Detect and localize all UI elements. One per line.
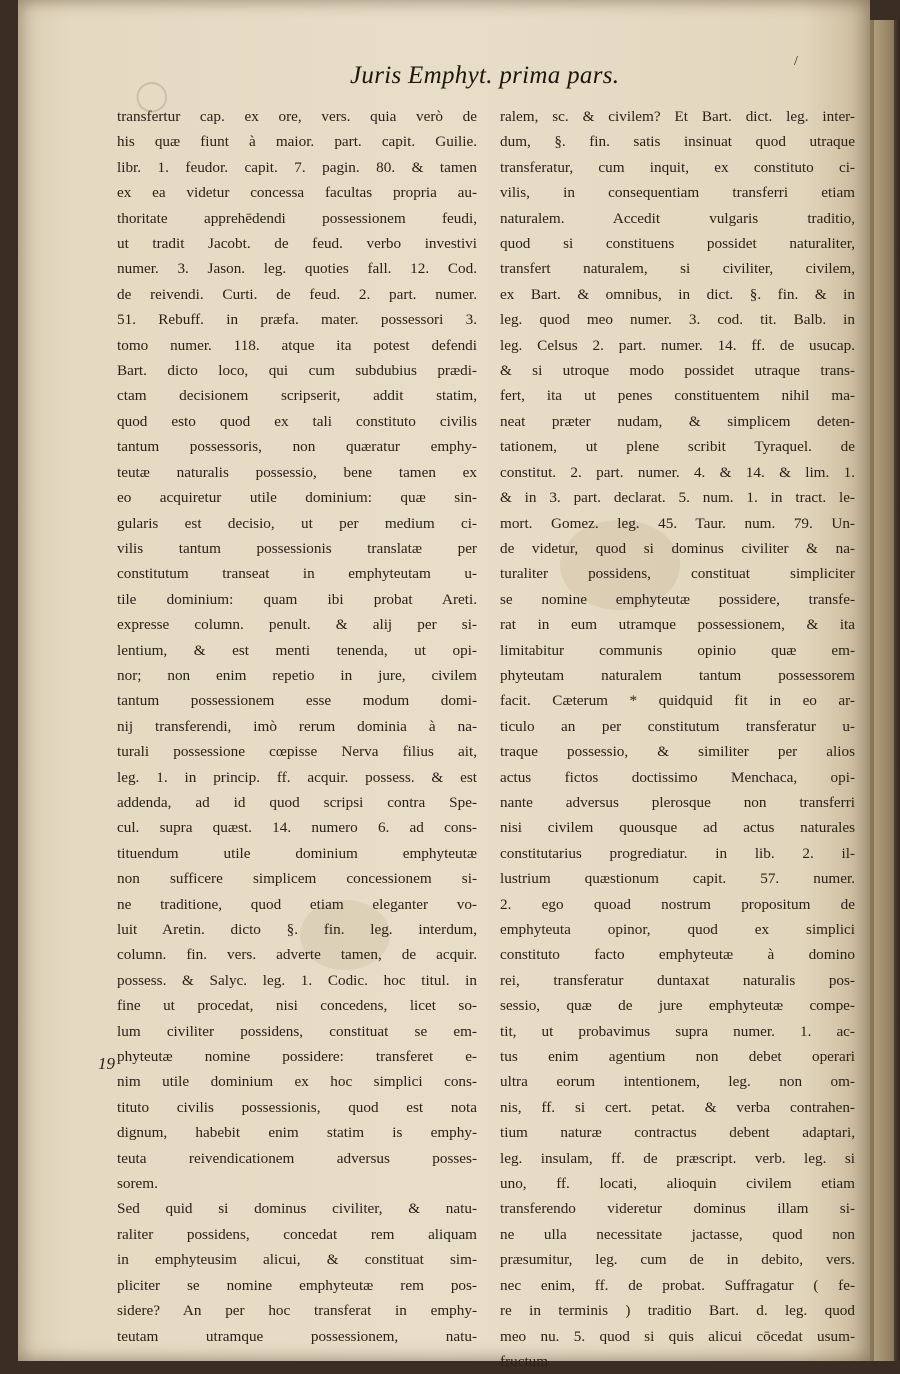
text-line: meo nu. 5. quod si quis alicui cōcedat usum- <box>500 1327 855 1345</box>
text-line: his quæ fiunt à maior. part. capit. Guilie. <box>117 133 477 151</box>
text-line: expresse column. penult. & alij per si- <box>117 616 477 634</box>
text-line: constitutarius progrediatur. in lib. 2. il- <box>500 844 855 862</box>
text-line: libr. 1. feudor. capit. 7. pagin. 80. & tamen <box>117 158 477 176</box>
text-line: leg. 1. in princip. ff. acquir. possess. & est <box>117 768 477 786</box>
text-line: fine ut procedat, nisi concedens, licet so- <box>117 997 477 1015</box>
running-head: Juris Emphyt. prima pars. <box>350 62 620 89</box>
text-line: nim utile dominium ex hoc simplici cons- <box>117 1073 477 1091</box>
right-text-column <box>500 104 855 1374</box>
text-line: phyteutam naturalem tantum possessorem <box>500 666 855 684</box>
text-line: quod si constituens possidet naturaliter, <box>500 235 855 253</box>
text-line: tantum possessoris, non quæratur emphy- <box>117 438 477 456</box>
text-line: mort. Gomez. leg. 45. Taur. num. 79. Un- <box>500 514 855 532</box>
text-line: sessio, quæ de jure emphyteutæ compe- <box>500 997 855 1015</box>
text-line: de reivendi. Curti. de feud. 2. part. numer. <box>117 285 477 303</box>
text-line: vilis tantum possessionis translatæ per <box>117 539 477 557</box>
text-line: uno, ff. locati, alioquin civilem etiam <box>500 1175 855 1193</box>
text-line: rei, transferatur duntaxat naturalis pos- <box>500 971 855 989</box>
text-line: gularis est decisio, ut per medium ci- <box>117 514 477 532</box>
text-line: tus enim agentium non debet operari <box>500 1048 855 1066</box>
text-line: nis, ff. si cert. petat. & verba contrahen- <box>500 1098 855 1116</box>
text-line: 51. Rebuff. in præfa. mater. possessori 3. <box>117 311 477 329</box>
text-line: neat præter nudam, & simplicem deten- <box>500 412 855 430</box>
text-line: dignum, habebit enim statim is emphy- <box>117 1124 477 1142</box>
text-line: constitut. 2. part. numer. 4. & 14. & lim. 1. <box>500 463 855 481</box>
text-line: raliter possidens, concedat rem aliquam <box>117 1225 477 1243</box>
text-line: rat in eum utramque possessionem, & ita <box>500 616 855 634</box>
text-line: actus fictos doctissimo Menchaca, opi- <box>500 768 855 786</box>
text-line: sidere? An per hoc transferat in emphy- <box>117 1302 477 1320</box>
text-line: leg. Celsus 2. part. numer. 14. ff. de usucap. <box>500 336 855 354</box>
text-line: ultra eorum intentionem, leg. non om- <box>500 1073 855 1091</box>
bleed-through-page-number: ◯ <box>135 79 169 112</box>
text-line: limitabitur communis opinio quæ em- <box>500 641 855 659</box>
text-line: de videtur, quod si dominus civiliter & na- <box>500 539 855 557</box>
text-line: leg. quod meo numer. 3. cod. tit. Balb. in <box>500 311 855 329</box>
left-text-column <box>117 104 477 1349</box>
text-line: traque possessio, & similiter per alios <box>500 743 855 761</box>
text-line: turaliter possidens, constituat simpliciter <box>500 565 855 583</box>
text-line: column. fin. vers. adverte tamen, de acquir. <box>117 946 477 964</box>
text-line: tium naturæ contractus debent adaptari, <box>500 1124 855 1142</box>
text-line: possess. & Salyc. leg. 1. Codic. hoc titul. in <box>117 971 477 989</box>
text-line: fructum <box>500 1352 549 1370</box>
text-line: fert, ita ut penes constituentem nihil ma- <box>500 387 855 405</box>
text-line: constituto facto emphyteutæ à domino <box>500 946 855 964</box>
text-line: nisi civilem quousque ad actus naturales <box>500 819 855 837</box>
text-line: tituto civilis possessionis, quod est nota <box>117 1098 477 1116</box>
text-line: Sed quid si dominus civiliter, & natu- <box>117 1200 477 1218</box>
text-line: cul. supra quæst. 14. numero 6. ad cons- <box>117 819 477 837</box>
text-line: 2. ego quoad nostrum propositum de <box>500 895 855 913</box>
text-line: turali possessione cœpisse Nerva filius ait, <box>117 743 477 761</box>
text-line: tantum possessionem esse modum domi- <box>117 692 477 710</box>
text-line: thoritate apprehēdendi possessionem feudi, <box>117 209 477 227</box>
text-line: tituendum utile dominium emphyteutæ <box>117 844 477 862</box>
text-line: re in terminis ) traditio Bart. d. leg. quod <box>500 1302 855 1320</box>
text-line: addenda, ad id quod scripsi contra Spe- <box>117 793 477 811</box>
text-line: lum civiliter possidens, constituat se em- <box>117 1022 477 1040</box>
text-line: teuta reivendicationem adversus posses- <box>117 1149 477 1167</box>
text-line: tit, ut probavimus supra numer. 1. ac- <box>500 1022 855 1040</box>
text-line: transferendo videretur dominus illam si- <box>500 1200 855 1218</box>
text-line: ralem, sc. & civilem? Et Bart. dict. leg. inter- <box>500 108 855 125</box>
text-line: vilis, in consequentiam transferri etiam <box>500 184 855 202</box>
text-line: teutæ naturalis possessio, bene tamen ex <box>117 463 477 481</box>
text-line: transfert naturalem, si civiliter, civilem, <box>500 260 855 278</box>
text-line: numer. 3. Jason. leg. quoties fall. 12. Cod. <box>117 260 477 278</box>
text-line: ctam decisionem scripserit, addit statim, <box>117 387 477 405</box>
text-line: facit. Cæterum * quidquid fit in eo ar- <box>500 692 855 710</box>
text-line: & si utroque modo possidet utraque trans- <box>500 362 855 380</box>
text-line: dum, §. fin. satis insinuat quod utraque <box>500 133 855 151</box>
text-line: phyteutæ nomine possidere: transferet e- <box>117 1048 477 1066</box>
text-line: lustrium quæstionum capit. 57. numer. <box>500 870 855 888</box>
text-line: & in 3. part. declarat. 5. num. 1. in tract. le- <box>500 489 855 507</box>
text-line: quod esto quod ex tali constituto civilis <box>117 412 477 430</box>
text-line: ex Bart. & omnibus, in dict. §. fin. & in <box>500 285 855 303</box>
text-line: nante adversus plerosque non transferri <box>500 793 855 811</box>
text-line: constitutum transeat in emphyteutam u- <box>117 565 477 583</box>
text-line: tomo numer. 118. atque ita potest defendi <box>117 336 477 354</box>
text-line: sorem. <box>117 1175 158 1193</box>
margin-paragraph-number: 19 <box>98 1054 115 1073</box>
text-line: naturalem. Accedit vulgaris traditio, <box>500 209 855 227</box>
text-line: ne ulla necessitate jactasse, quod non <box>500 1225 855 1243</box>
text-line: lentium, & est menti tenenda, ut opi- <box>117 641 477 659</box>
text-line: eo acquiretur utile dominium: quæ sin- <box>117 489 477 507</box>
text-line: transferatur, cum inquit, ex constituto ci- <box>500 158 855 176</box>
text-line: ut tradit Jacobt. de feud. verbo investivi <box>117 235 477 253</box>
text-line: leg. insulam, ff. de præscript. verb. leg. si <box>500 1149 855 1167</box>
text-line: tationem, ut plene scribit Tyraquel. de <box>500 438 855 456</box>
text-line: præsumitur, leg. cum de in debito, vers. <box>500 1251 855 1269</box>
text-line: in emphyteusim alicui, & constituat sim- <box>117 1251 477 1269</box>
text-line: ne traditione, quod etiam eleganter vo- <box>117 895 477 913</box>
text-line: tile dominium: quam ibi probat Areti. <box>117 590 477 608</box>
text-line: nor; non enim repetio in jure, civilem <box>117 666 477 684</box>
text-line: Bart. dicto loco, qui cum subdubius prædi- <box>117 362 477 380</box>
text-line: luit Aretin. dicto §. fin. leg. interdum, <box>117 921 477 938</box>
text-line: emphyteuta opinor, quod ex simplici <box>500 921 855 938</box>
text-line: ex ea videtur concessa facultas propria au- <box>117 184 477 202</box>
text-line: transfertur cap. ex ore, vers. quia verò de <box>117 108 477 125</box>
text-line: nec enim, ff. de probat. Suffragatur ( fe- <box>500 1276 855 1294</box>
adjacent-page-edge <box>870 20 900 1361</box>
text-line: ticulo an per constitutum transferatur u- <box>500 717 855 735</box>
text-line: pliciter se nomine emphyteutæ rem pos- <box>117 1276 477 1294</box>
text-line: non sufficere simplicem concessionem si- <box>117 870 477 888</box>
text-line: teutam utramque possessionem, natu- <box>117 1327 477 1345</box>
ink-mark: / <box>794 54 798 69</box>
text-line: se nomine emphyteutæ possidere, transfe- <box>500 590 855 608</box>
text-line: nij transferendi, imò rerum dominia à na- <box>117 717 477 735</box>
